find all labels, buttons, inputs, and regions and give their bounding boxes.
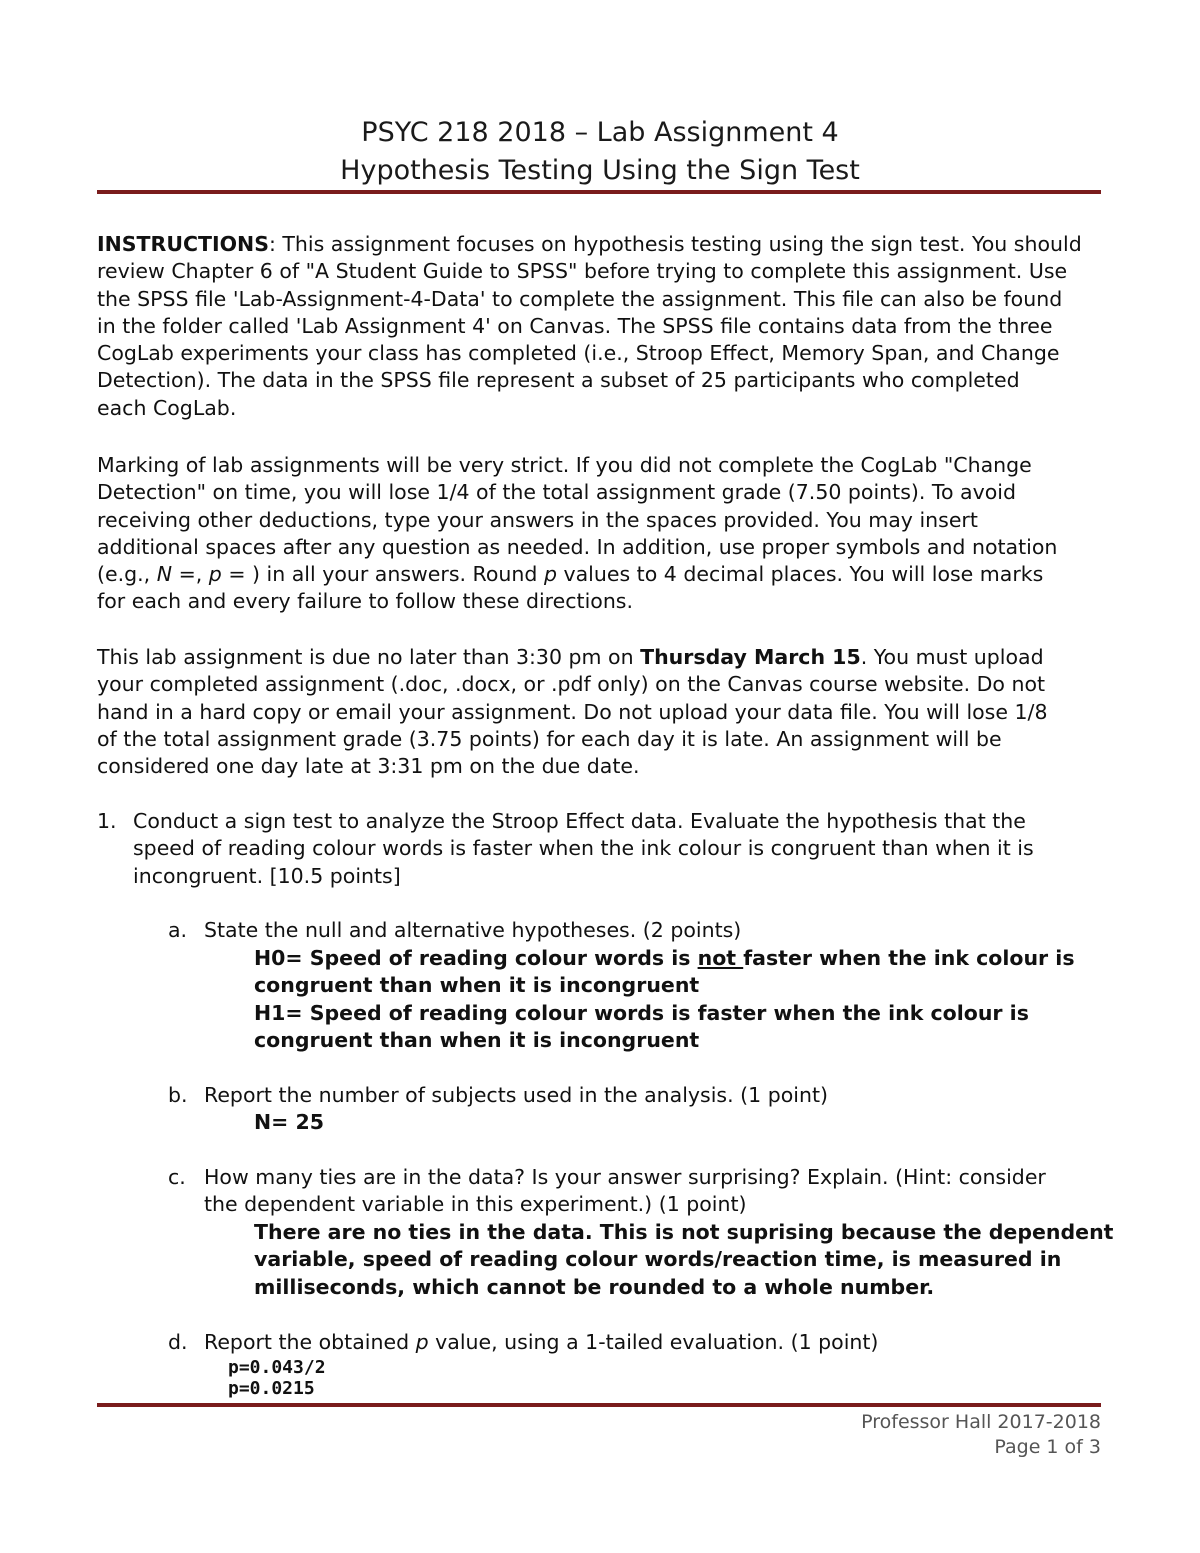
instructions-paragraph: INSTRUCTIONS: This assignment focuses on hypothesis testing using the sign test. You should review Chapter 6 of "A Student Guide to SPSS" before trying to complete this assignment. Use the SPSS file 'Lab-Assignment-4-Data' to complete the assignment. This file can also be found in the folder called 'Lab Assignment 4' on Canvas. The SPSS file contains data from the three CogLab experiments your class has completed (i.e., Stroop Effect, Memory Span, and Change Detection). The data in the SPSS file represent a subset of 25 participants who completed each CogLab. [97,232,1082,420]
page-subtitle: Hypothesis Testing Using the Sign Test [340,155,860,186]
due-date-paragraph: This lab assignment is due no later than 3:30 pm on Thursday March 15. You must upload your completed assignment (.doc, .docx, or .pdf only) on the Canvas course website. Do not hand in a hard copy or email your assignment. Do not upload your data file. You will lose 1/8 of the total assignment grade (3.75 points) for each day it is late. An assignment will be considered one day late at 3:31 pm on the due date. [97,645,1048,779]
footer-page-number: Page 1 of 3 [994,1436,1101,1458]
footer-professor: Professor Hall 2017-2018 [861,1411,1101,1433]
page-title: PSYC 218 2018 – Lab Assignment 4 [361,117,839,148]
answer-c: There are no ties in the data. This is not suprising because the dependent variable, speed of reading colour words/reaction time, is measured in milliseconds, which cannot be rounded to a whole number. [254,1220,1114,1299]
answer-b: N= 25 [254,1110,324,1134]
instructions-label: INSTRUCTIONS [97,232,269,256]
top-divider [97,190,1101,194]
marking-paragraph: Marking of lab assignments will be very strict. If you did not complete the CogLab "Change Detection" on time, you will lose 1/4 of the total assignment grade (7.50 points). To avoid receiving other deductions, type your answers in the spaces provided. You may insert additional spaces after any question as needed. In addition, use proper symbols and notation (e.g., N =, p = ) in all your answers. Round p values to 4 decimal places. You will lose marks for each and every failure to follow these directions. [97,453,1058,614]
bottom-divider [97,1403,1101,1407]
answer-a: H0= Speed of reading colour words is not faster when the ink colour is congruent than when it is incongruent H1= Speed of reading colour words is faster when the ink colour is congruent than when it is incongruent [254,946,1075,1052]
question-1-text: Conduct a sign test to analyze the Stroop Effect data. Evaluate the hypothesis that the speed of reading colour words is faster when the ink colour is congruent than when it is incongruent. [10.5 points] [133,809,1034,888]
due-date: Thursday March 15 [640,645,861,669]
emphasis-not: not [697,946,744,970]
answer-d: p=0.043/2 p=0.0215 [228,1357,326,1399]
question-number: 1. [97,809,117,833]
